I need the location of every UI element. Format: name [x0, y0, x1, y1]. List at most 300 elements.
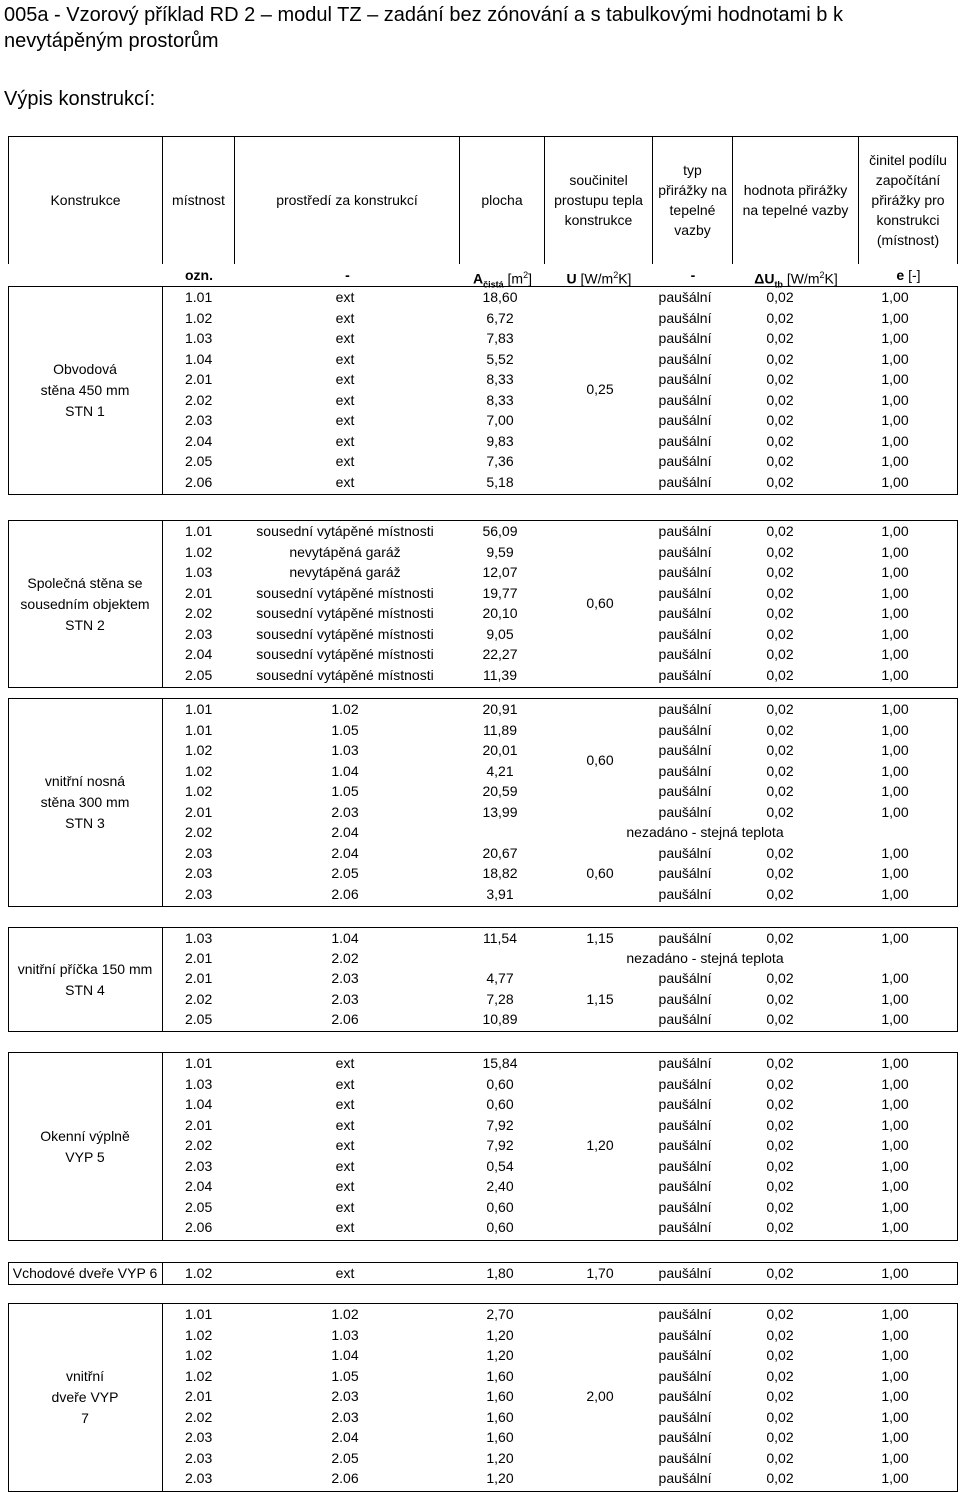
room-cell: 1.02: [185, 543, 213, 560]
room-cell: 1.04: [185, 1096, 213, 1113]
bridge-value-cell: 0,02: [766, 930, 794, 946]
area-cell: 7,00: [486, 412, 514, 428]
factor-cell: 1,00: [881, 1178, 909, 1195]
environment-cell: ext: [335, 1075, 355, 1092]
environment-cell: 1.05: [331, 721, 359, 738]
bridge-value-cell: 0,02: [766, 1157, 794, 1174]
bridge-value-cell: 0,02: [766, 1137, 794, 1154]
environment-cell: 1.04: [331, 762, 359, 779]
room-cell: 1.02: [185, 1367, 213, 1384]
environment-cell: 2.02: [331, 950, 359, 967]
area-cell: 7,28: [486, 990, 514, 1007]
factor-cell: 1,00: [881, 289, 909, 305]
area-cell: 1,20: [486, 1347, 514, 1364]
bridge-value-cell: 0,02: [766, 584, 794, 601]
room-cell: 2.06: [185, 1219, 213, 1236]
room-cell: 2.04: [185, 646, 213, 662]
bridge-type-cell: paušální: [658, 1470, 712, 1487]
environment-cell: 1.03: [331, 742, 359, 758]
room-cell: 2.01: [185, 584, 213, 601]
bridge-value-cell: 0,02: [766, 1055, 794, 1071]
bridge-type-cell: paušální: [658, 1137, 712, 1154]
environment-cell: ext: [335, 330, 355, 346]
room-cell: 1.03: [185, 330, 213, 346]
area-cell: 20,01: [482, 742, 518, 758]
bridge-value-cell: 0,02: [766, 970, 794, 987]
bridge-value-cell: 0,02: [766, 646, 794, 662]
bridge-type-cell: paušální: [658, 783, 712, 799]
factor-cell: 1,00: [881, 1470, 909, 1487]
section-title: Výpis konstrukcí:: [4, 88, 156, 110]
room-cell: 2.03: [185, 844, 213, 861]
room-cell: 2.04: [185, 1178, 213, 1195]
u-value-cell: 1,70: [586, 1265, 614, 1281]
environment-cell: 2.05: [331, 865, 359, 881]
header-plocha: plocha: [460, 136, 545, 264]
bridge-value-cell: 0,02: [766, 721, 794, 738]
bridge-type-cell: paušální: [658, 523, 712, 539]
environment-cell: 1.02: [331, 701, 359, 717]
u-value-cell: 0,25: [586, 381, 614, 398]
environment-cell: 2.05: [331, 1449, 359, 1466]
unit-delta-u: $\Delta U_{tb}$ $[W/m^2K]$: [754, 270, 838, 290]
room-cell: 2.01: [185, 950, 213, 967]
environment-cell: ext: [335, 473, 355, 490]
room-cell: 1.02: [185, 1326, 213, 1343]
factor-cell: 1,00: [881, 742, 909, 758]
room-cell: 2.03: [185, 1429, 213, 1446]
environment-cell: 2.06: [331, 1470, 359, 1487]
factor-cell: 1,00: [881, 970, 909, 987]
room-cell: 1.02: [185, 1347, 213, 1364]
bridge-value-cell: 0,02: [766, 701, 794, 717]
environment-cell: sousední vytápěné místnosti: [256, 666, 434, 683]
factor-cell: 1,00: [881, 762, 909, 779]
factor-cell: 1,00: [881, 330, 909, 346]
bridge-value-cell: 0,02: [766, 783, 794, 799]
unit-e: e [-]: [896, 267, 921, 283]
environment-cell: ext: [335, 391, 355, 408]
bridge-type-cell: paušální: [658, 1408, 712, 1425]
bridge-value-cell: 0,02: [766, 1408, 794, 1425]
factor-cell: 1,00: [881, 1306, 909, 1322]
construction-label: vnitřní dveře VYP 7: [8, 1303, 163, 1492]
room-cell: 2.01: [185, 970, 213, 987]
bridge-value-cell: 0,02: [766, 1367, 794, 1384]
bridge-value-cell: 0,02: [766, 309, 794, 326]
bridge-type-cell: paušální: [658, 646, 712, 662]
factor-cell: 1,00: [881, 584, 909, 601]
unit-ozn: ozn.: [185, 267, 213, 283]
area-cell: 1,60: [486, 1429, 514, 1446]
bridge-value-cell: 0,02: [766, 289, 794, 305]
bridge-type-cell: paušální: [658, 1157, 712, 1174]
u-value-cell: 1,15: [586, 930, 614, 946]
environment-cell: 2.03: [331, 803, 359, 820]
environment-cell: ext: [335, 432, 355, 449]
factor-cell: 1,00: [881, 1408, 909, 1425]
bridge-type-cell: paušální: [658, 289, 712, 305]
bridge-type-cell: paušální: [658, 1010, 712, 1027]
environment-cell: 2.03: [331, 990, 359, 1007]
environment-cell: sousední vytápěné místnosti: [256, 523, 434, 539]
factor-cell: 1,00: [881, 721, 909, 738]
area-cell: 20,59: [482, 783, 518, 799]
area-cell: 5,18: [486, 473, 514, 490]
room-cell: 1.01: [185, 1055, 213, 1071]
room-cell: 2.02: [185, 605, 213, 621]
factor-cell: 1,00: [881, 1010, 909, 1027]
bridge-type-cell: paušální: [658, 742, 712, 758]
bridge-type-cell: paušální: [658, 1178, 712, 1195]
room-cell: 2.03: [185, 885, 213, 902]
environment-cell: 2.04: [331, 824, 359, 840]
bridge-value-cell: 0,02: [766, 391, 794, 408]
factor-cell: 1,00: [881, 646, 909, 662]
environment-cell: ext: [335, 371, 355, 387]
bridge-type-cell: paušální: [658, 453, 712, 469]
u-value-cell: 0,60: [586, 594, 614, 611]
environment-cell: 1.05: [331, 1367, 359, 1384]
bridge-value-cell: 0,02: [766, 330, 794, 346]
factor-cell: 1,00: [881, 1265, 909, 1281]
bridge-value-cell: 0,02: [766, 844, 794, 861]
room-cell: 2.02: [185, 824, 213, 840]
construction-label: Okenní výplně VYP 5: [8, 1052, 163, 1241]
bridge-value-cell: 0,02: [766, 564, 794, 580]
room-cell: 2.01: [185, 803, 213, 820]
area-cell: 18,82: [482, 865, 518, 881]
bridge-value-cell: 0,02: [766, 523, 794, 539]
factor-cell: 1,00: [881, 1198, 909, 1215]
header-konstrukce: Konstrukce: [8, 136, 163, 264]
bridge-value-cell: 0,02: [766, 1096, 794, 1113]
environment-cell: ext: [335, 309, 355, 326]
bridge-type-cell: paušální: [658, 412, 712, 428]
bridge-value-cell: 0,02: [766, 1388, 794, 1405]
area-cell: 2,70: [486, 1306, 514, 1322]
factor-cell: 1,00: [881, 1449, 909, 1466]
environment-cell: ext: [335, 1265, 355, 1281]
construction-label: vnitřní příčka 150 mm STN 4: [8, 927, 163, 1032]
factor-cell: 1,00: [881, 523, 909, 539]
environment-cell: 2.03: [331, 1388, 359, 1405]
bridge-type-cell: paušální: [658, 1219, 712, 1236]
factor-cell: 1,00: [881, 605, 909, 621]
bridge-value-cell: 0,02: [766, 1178, 794, 1195]
bridge-value-cell: 0,02: [766, 1326, 794, 1343]
header-soucinitel: součinitel prostupu tepla konstrukce: [545, 136, 653, 264]
area-cell: 0,54: [486, 1157, 514, 1174]
bridge-value-cell: 0,02: [766, 666, 794, 683]
header-prostredi: prostředí za konstrukcí: [235, 136, 460, 264]
u-value-cell: 0,60: [586, 752, 614, 769]
bridge-type-cell: paušální: [658, 990, 712, 1007]
area-cell: 18,60: [482, 289, 518, 305]
construction-label: Společná stěna se sousedním objektem STN 2: [8, 520, 163, 688]
area-cell: 1,60: [486, 1408, 514, 1425]
room-cell: 2.03: [185, 865, 213, 881]
area-cell: 1,20: [486, 1470, 514, 1487]
area-cell: 20,10: [482, 605, 518, 621]
bridge-type-cell: paušální: [658, 350, 712, 367]
factor-cell: 1,00: [881, 783, 909, 799]
factor-cell: 1,00: [881, 990, 909, 1007]
bridge-value-cell: 0,02: [766, 1306, 794, 1322]
bridge-value-cell: 0,02: [766, 885, 794, 902]
bridge-type-cell: paušální: [658, 1198, 712, 1215]
factor-cell: 1,00: [881, 625, 909, 642]
bridge-type-cell: paušální: [658, 391, 712, 408]
environment-cell: ext: [335, 1178, 355, 1195]
area-cell: 20,91: [482, 701, 518, 717]
u-value-cell: 2,00: [586, 1388, 614, 1405]
environment-cell: ext: [335, 1198, 355, 1215]
room-cell: 2.04: [185, 432, 213, 449]
environment-cell: 2.04: [331, 844, 359, 861]
header-typ-prirazky: typ přirážky na tepelné vazby: [653, 136, 733, 264]
area-cell: 2,40: [486, 1178, 514, 1195]
factor-cell: 1,00: [881, 309, 909, 326]
environment-cell: 2.03: [331, 970, 359, 987]
room-cell: 2.06: [185, 473, 213, 490]
bridge-type-cell: paušální: [658, 1306, 712, 1322]
room-cell: 1.02: [185, 309, 213, 326]
room-cell: 1.02: [185, 762, 213, 779]
bridge-type-cell: paušální: [658, 803, 712, 820]
factor-cell: 1,00: [881, 1367, 909, 1384]
area-cell: 56,09: [482, 523, 518, 539]
bridge-type-cell: paušální: [658, 970, 712, 987]
room-cell: 2.02: [185, 1408, 213, 1425]
factor-cell: 1,00: [881, 432, 909, 449]
bridge-value-cell: 0,02: [766, 605, 794, 621]
bridge-type-cell: paušální: [658, 1367, 712, 1384]
environment-cell: nevytápěná garáž: [289, 564, 401, 580]
room-cell: 2.02: [185, 990, 213, 1007]
factor-cell: 1,00: [881, 701, 909, 717]
factor-cell: 1,00: [881, 1055, 909, 1071]
header-cinitel: činitel podílu započítání přirážky pro konstrukci (místnost): [859, 136, 958, 264]
area-cell: 11,89: [483, 721, 517, 738]
bridge-value-cell: 0,02: [766, 1198, 794, 1215]
header-mistnost: místnost: [163, 136, 235, 264]
u-value-cell: 0,60: [586, 865, 614, 881]
bridge-type-cell: paušální: [658, 1388, 712, 1405]
factor-cell: 1,00: [881, 1116, 909, 1133]
factor-cell: 1,00: [881, 1347, 909, 1364]
room-cell: 2.03: [185, 412, 213, 428]
environment-cell: 1.02: [331, 1306, 359, 1322]
bridge-type-cell: paušální: [658, 432, 712, 449]
factor-cell: 1,00: [881, 666, 909, 683]
room-cell: 1.01: [185, 721, 213, 738]
bridge-value-cell: 0,02: [766, 350, 794, 367]
room-cell: 1.01: [185, 1306, 213, 1322]
factor-cell: 1,00: [881, 1388, 909, 1405]
area-cell: 10,89: [482, 1010, 518, 1027]
page-title: 005a - Vzorový příklad RD 2 – modul TZ – zadání bez zónování a s tabulkovými hodnotami b k nevytápěným prostorům: [4, 4, 843, 52]
environment-cell: ext: [335, 1157, 355, 1174]
bridge-value-cell: 0,02: [766, 742, 794, 758]
bridge-type-cell: paušální: [658, 1116, 712, 1133]
bridge-type-cell: paušální: [658, 625, 712, 642]
factor-cell: 1,00: [881, 412, 909, 428]
room-cell: 1.02: [185, 742, 213, 758]
factor-cell: 1,00: [881, 1326, 909, 1343]
area-cell: 0,60: [486, 1096, 514, 1113]
area-cell: 8,33: [486, 371, 514, 387]
bridge-value-cell: 0,02: [766, 1265, 794, 1281]
construction-label: vnitřní nosná stěna 300 mm STN 3: [8, 698, 163, 907]
area-cell: 8,33: [486, 391, 514, 408]
area-cell: 12,07: [482, 564, 518, 580]
environment-cell: nevytápěná garáž: [289, 543, 401, 560]
factor-cell: 1,00: [881, 543, 909, 560]
room-cell: 2.02: [185, 1137, 213, 1154]
area-cell: 11,39: [483, 666, 517, 683]
area-cell: 9,05: [486, 625, 514, 642]
factor-cell: 1,00: [881, 453, 909, 469]
area-cell: 7,36: [486, 453, 514, 469]
bridge-value-cell: 0,02: [766, 1010, 794, 1027]
factor-cell: 1,00: [881, 1096, 909, 1113]
environment-cell: sousední vytápěné místnosti: [256, 584, 434, 601]
unit-dash-prostredi: -: [345, 267, 350, 283]
environment-cell: ext: [335, 350, 355, 367]
bridge-type-cell: paušální: [658, 930, 712, 946]
bridge-type-cell: paušální: [658, 865, 712, 881]
area-cell: 1,20: [486, 1326, 514, 1343]
environment-cell: ext: [335, 1137, 355, 1154]
environment-cell: ext: [335, 453, 355, 469]
room-cell: 1.02: [185, 783, 213, 799]
bridge-type-cell: paušální: [658, 473, 712, 490]
area-cell: 6,72: [486, 309, 514, 326]
area-cell: 4,21: [486, 762, 514, 779]
room-cell: 2.05: [185, 1198, 213, 1215]
area-cell: 4,77: [486, 970, 514, 987]
room-cell: 2.05: [185, 453, 213, 469]
u-value-cell: 1,15: [586, 990, 614, 1007]
environment-cell: sousední vytápěné místnosti: [256, 625, 434, 642]
unit-area: $A_{čistá}$ $[m^2]$: [473, 270, 532, 290]
environment-cell: 2.03: [331, 1408, 359, 1425]
bridge-type-cell: paušální: [658, 564, 712, 580]
environment-cell: ext: [335, 1116, 355, 1133]
bridge-value-cell: 0,02: [766, 1116, 794, 1133]
note-cell: nezadáno - stejná teplota: [626, 824, 784, 840]
factor-cell: 1,00: [881, 865, 909, 881]
bridge-type-cell: paušální: [658, 1096, 712, 1113]
factor-cell: 1,00: [881, 1429, 909, 1446]
factor-cell: 1,00: [881, 885, 909, 902]
room-cell: 1.01: [185, 523, 213, 539]
bridge-type-cell: paušální: [658, 543, 712, 560]
area-cell: 3,91: [486, 885, 514, 902]
bridge-value-cell: 0,02: [766, 432, 794, 449]
area-cell: 9,59: [486, 543, 514, 560]
area-cell: 1,20: [486, 1449, 514, 1466]
environment-cell: 2.04: [331, 1429, 359, 1446]
environment-cell: ext: [335, 289, 355, 305]
note-cell: nezadáno - stejná teplota: [626, 950, 784, 967]
bridge-type-cell: paušální: [658, 371, 712, 387]
environment-cell: 1.05: [331, 783, 359, 799]
factor-cell: 1,00: [881, 1157, 909, 1174]
unit-u: U $[W/m^2K]$: [566, 270, 632, 287]
room-cell: 2.01: [185, 1388, 213, 1405]
area-cell: 19,77: [482, 584, 518, 601]
bridge-value-cell: 0,02: [766, 762, 794, 779]
area-cell: 1,80: [486, 1265, 514, 1281]
room-cell: 2.03: [185, 1157, 213, 1174]
environment-cell: ext: [335, 412, 355, 428]
bridge-value-cell: 0,02: [766, 371, 794, 387]
environment-cell: ext: [335, 1219, 355, 1236]
factor-cell: 1,00: [881, 844, 909, 861]
environment-cell: 2.06: [331, 1010, 359, 1027]
bridge-type-cell: paušální: [658, 1265, 712, 1281]
area-cell: 7,92: [486, 1116, 514, 1133]
factor-cell: 1,00: [881, 1075, 909, 1092]
factor-cell: 1,00: [881, 473, 909, 490]
bridge-type-cell: paušální: [658, 666, 712, 683]
bridge-type-cell: paušální: [658, 701, 712, 717]
room-cell: 1.03: [185, 564, 213, 580]
bridge-type-cell: paušální: [658, 721, 712, 738]
room-cell: 2.01: [185, 371, 213, 387]
area-cell: 22,27: [482, 646, 518, 662]
bridge-type-cell: paušální: [658, 1429, 712, 1446]
area-cell: 0,60: [486, 1219, 514, 1236]
factor-cell: 1,00: [881, 564, 909, 580]
bridge-type-cell: paušální: [658, 844, 712, 861]
area-cell: 20,67: [482, 844, 518, 861]
bridge-value-cell: 0,02: [766, 990, 794, 1007]
bridge-type-cell: paušální: [658, 605, 712, 621]
area-cell: 9,83: [486, 432, 514, 449]
area-cell: 7,92: [486, 1137, 514, 1154]
room-cell: 1.03: [185, 930, 213, 946]
bridge-value-cell: 0,02: [766, 412, 794, 428]
bridge-type-cell: paušální: [658, 1326, 712, 1343]
bridge-type-cell: paušální: [658, 1055, 712, 1071]
room-cell: 2.03: [185, 1470, 213, 1487]
bridge-value-cell: 0,02: [766, 1429, 794, 1446]
area-cell: 11,54: [483, 930, 517, 946]
environment-cell: 1.03: [331, 1326, 359, 1343]
bridge-type-cell: paušální: [658, 1449, 712, 1466]
room-cell: 1.01: [185, 289, 213, 305]
area-cell: 0,60: [486, 1075, 514, 1092]
construction-label: Obvodová stěna 450 mm STN 1: [8, 286, 163, 495]
environment-cell: 1.04: [331, 930, 359, 946]
bridge-type-cell: paušální: [658, 584, 712, 601]
room-cell: 1.04: [185, 350, 213, 367]
bridge-value-cell: 0,02: [766, 1219, 794, 1236]
room-cell: 2.01: [185, 1116, 213, 1133]
area-cell: 0,60: [486, 1198, 514, 1215]
environment-cell: sousední vytápěné místnosti: [256, 646, 434, 662]
room-cell: 1.02: [185, 1265, 213, 1281]
bridge-type-cell: paušální: [658, 309, 712, 326]
environment-cell: 1.04: [331, 1347, 359, 1364]
room-cell: 1.03: [185, 1075, 213, 1092]
u-value-cell: 1,20: [586, 1137, 614, 1154]
bridge-value-cell: 0,02: [766, 803, 794, 820]
bridge-type-cell: paušální: [658, 1347, 712, 1364]
